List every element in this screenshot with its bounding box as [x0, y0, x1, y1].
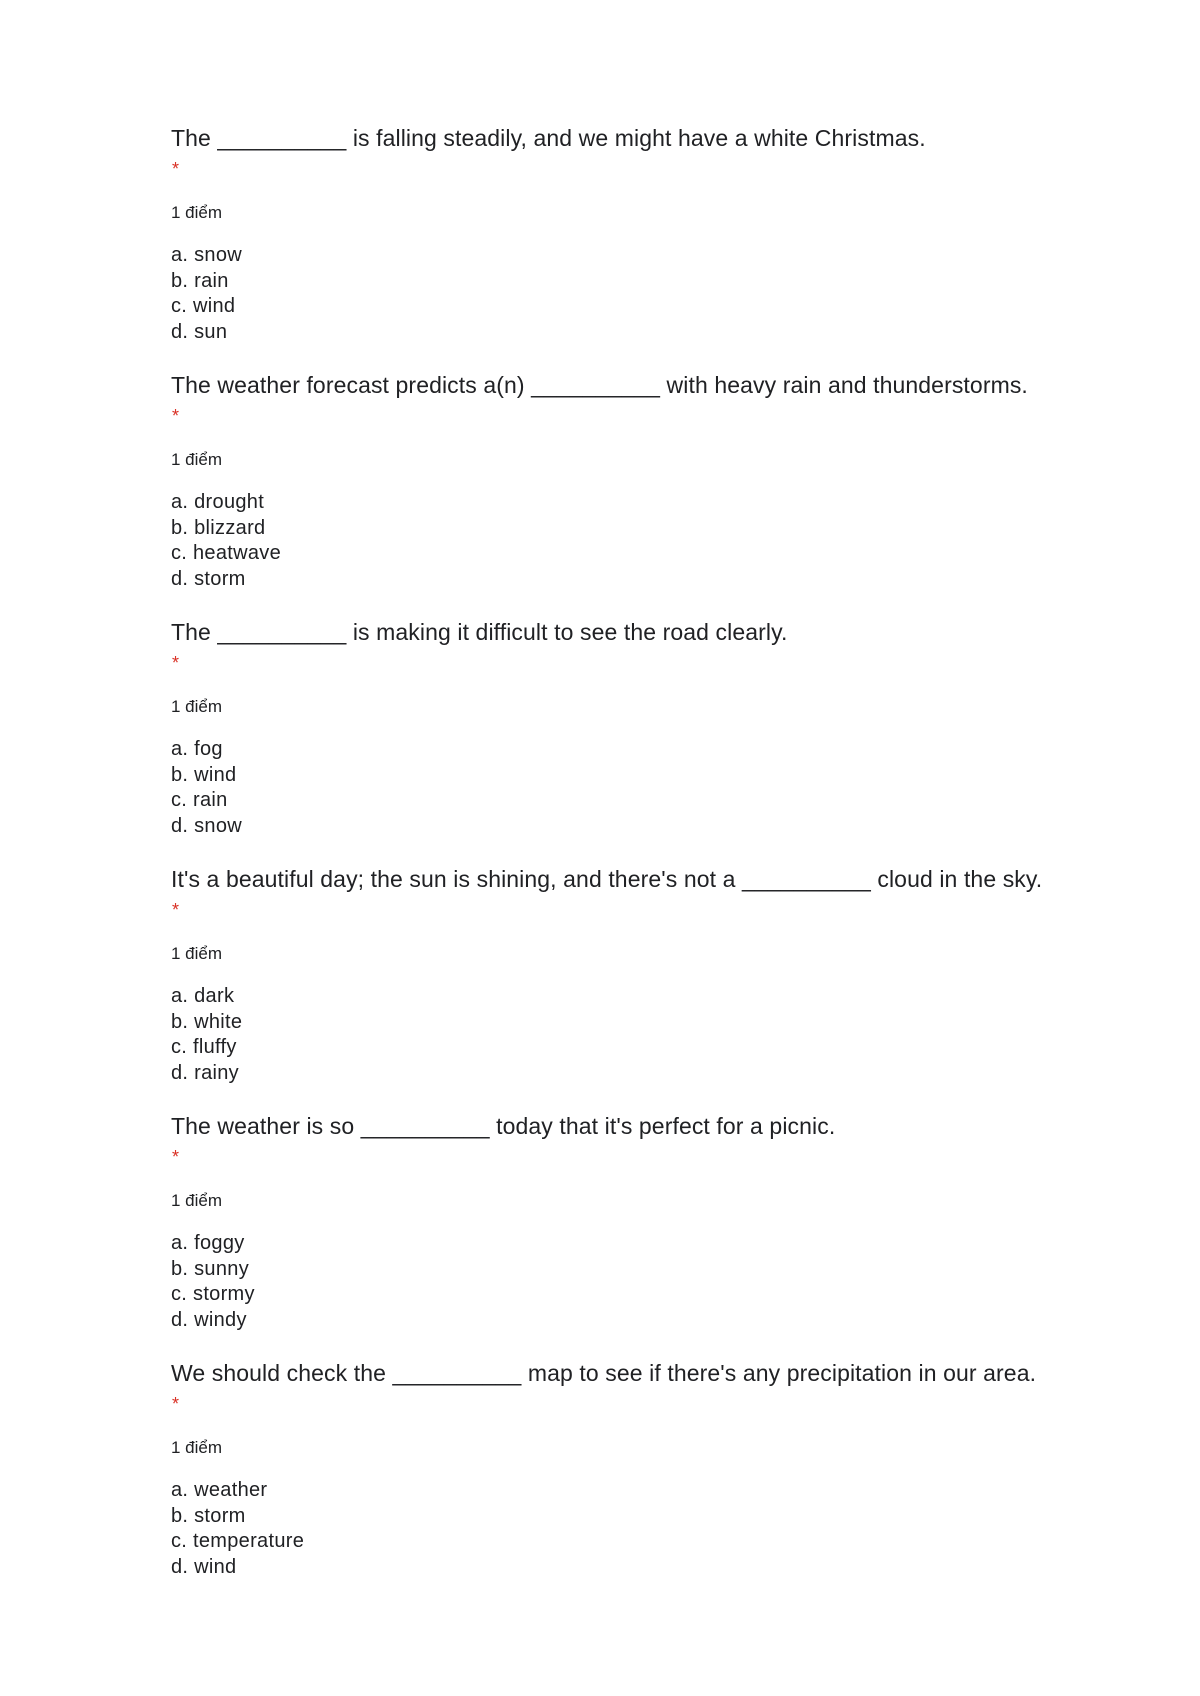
required-asterisk: * [172, 406, 180, 426]
option-a: a. dark [171, 985, 235, 1007]
options-list [171, 984, 242, 1087]
option-c: c. stormy [171, 1283, 255, 1306]
option-d: d. snow [171, 815, 243, 838]
points-label: 1 điểm [171, 944, 223, 963]
points-label: 1 điểm [171, 450, 223, 469]
required-asterisk: * [172, 159, 180, 179]
required-asterisk: * [172, 1394, 180, 1414]
option-d: d. sun [171, 321, 228, 344]
question-text: The weather is so __________ today that it's perfect for a picnic. [171, 1113, 836, 1139]
option-a: a. foggy [171, 1232, 245, 1254]
options-list [171, 737, 242, 840]
points-label: 1 điểm [171, 697, 223, 716]
points-label: 1 điểm [171, 1438, 223, 1457]
question-text: The weather forecast predicts a(n) __________ with heavy rain and thunderstorms. [171, 372, 1028, 398]
options-list [171, 490, 281, 593]
option-c: c. temperature [171, 1530, 305, 1553]
option-b: b. sunny [171, 1257, 250, 1280]
option-d: d. rainy [171, 1062, 239, 1085]
points-label: 1 điểm [171, 203, 223, 222]
question-text: The __________ is making it difficult to see the road clearly. [171, 619, 788, 645]
option-b: b. storm [171, 1504, 246, 1527]
quiz-page [171, 0, 1131, 1696]
question-text: It's a beautiful day; the sun is shining, and there's not a __________ cloud in the sky. [171, 866, 1043, 892]
options-list [171, 1231, 255, 1334]
points-label: 1 điểm [171, 1191, 223, 1210]
option-b: b. wind [171, 763, 237, 786]
option-a: a. drought [171, 491, 265, 513]
option-c: c. heatwave [171, 542, 282, 565]
option-a: a. weather [171, 1479, 268, 1501]
option-d: d. wind [171, 1556, 237, 1579]
required-asterisk: * [172, 900, 180, 920]
option-d: d. windy [171, 1309, 247, 1332]
question-text: The __________ is falling steadily, and we might have a white Christmas. [171, 125, 926, 151]
question-text: We should check the __________ map to see if there's any precipitation in our area. [171, 1360, 1037, 1386]
option-b: b. rain [171, 269, 229, 292]
option-a: a. fog [171, 738, 223, 760]
options-list [171, 1478, 304, 1581]
option-d: d. storm [171, 568, 246, 591]
option-c: c. wind [171, 295, 236, 318]
option-c: c. fluffy [171, 1036, 237, 1059]
required-asterisk: * [172, 1147, 180, 1167]
option-b: b. blizzard [171, 516, 266, 539]
option-b: b. white [171, 1010, 243, 1033]
required-asterisk: * [172, 653, 180, 673]
option-c: c. rain [171, 789, 228, 812]
options-list [171, 243, 242, 346]
option-a: a. snow [171, 244, 243, 266]
